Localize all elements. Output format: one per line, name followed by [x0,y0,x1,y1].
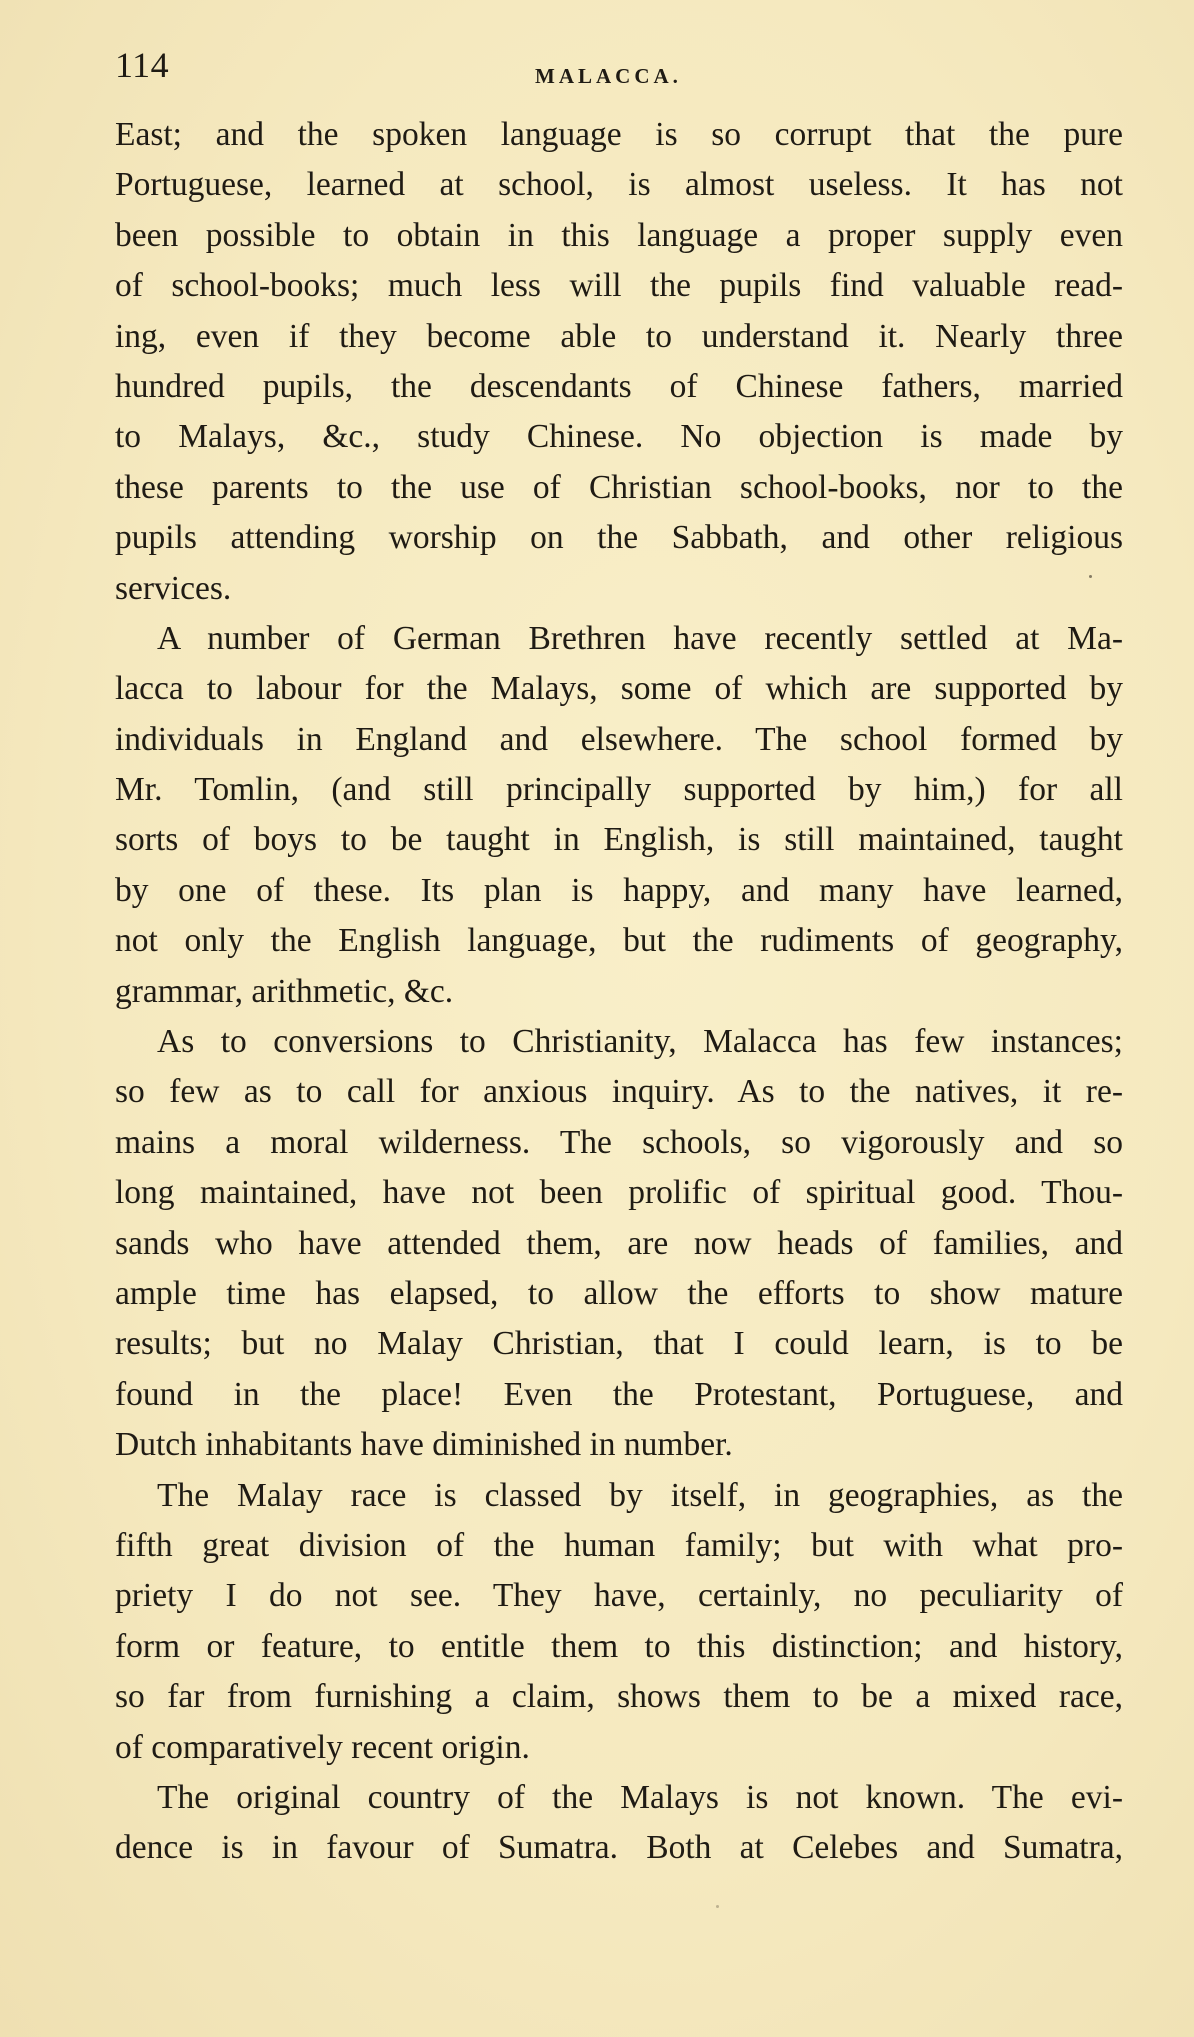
text-line: long maintained, have not been prolific of spiritual good. Thou- [115,1174,1123,1212]
paragraph [115,1017,1123,1471]
text-line: The original country of the Malays is not known. The evi- [157,1778,1123,1816]
text-line: so far from furnishing a claim, shows them to be a mixed race, [115,1678,1123,1716]
text-line: dence is in favour of Sumatra. Both at Celebes and Sumatra, [115,1829,1123,1867]
text-line: Mr. Tomlin, (and still principally supported by him,) for all [115,771,1123,809]
text-line: As to conversions to Christianity, Malacca has few instances; [157,1023,1123,1061]
text-line: of school-books; much less will the pupils find valuable read- [115,267,1123,305]
text-line: of comparatively recent origin. [115,1728,530,1766]
text-line: grammar, arithmetic, &c. [115,972,454,1010]
text-line: these parents to the use of Christian school-books, nor to the [115,468,1123,506]
running-head [115,44,1120,94]
text-line: ing, even if they become able to understand it. Nearly three [115,317,1123,355]
text-line: East; and the spoken language is so corrupt that the pure [115,116,1123,153]
text-line: Dutch inhabitants have diminished in number. [115,1426,733,1464]
text-line: A number of German Brethren have recently settled at Ma- [157,619,1123,657]
text-line: by one of these. Its plan is happy, and many have learned, [115,871,1123,909]
paragraph [115,1773,1123,1874]
text-line: lacca to labour for the Malays, some of which are supported by [115,670,1123,708]
text-line: mains a moral wilderness. The schools, so vigorously and so [115,1123,1123,1161]
text-line: found in the place! Even the Protestant, Portuguese, and [115,1375,1123,1413]
text-line: been possible to obtain in this language a proper supply even [115,216,1123,254]
paragraph [115,1471,1123,1773]
text-line: sands who have attended them, are now heads of families, and [115,1224,1123,1262]
text-line: priety I do not see. They have, certainly, no peculiarity of [115,1577,1123,1615]
page-number: 114 [115,45,170,85]
text-line: hundred pupils, the descendants of Chinese fathers, married [115,367,1123,405]
paper-speck [716,1905,719,1908]
text-line: to Malays, &c., study Chinese. No objection is made by [115,418,1123,456]
text-line: pupils attending worship on the Sabbath, and other religious [115,519,1123,557]
paper-speck [1089,575,1092,578]
text-line: sorts of boys to be taught in English, is still maintained, taught [115,821,1123,859]
running-title: MALACCA. [535,64,682,88]
paragraph [115,110,1123,614]
body-text [115,110,1123,1874]
text-line: not only the English language, but the rudiments of geography, [115,922,1123,960]
text-line: ample time has elapsed, to allow the efforts to show mature [115,1274,1123,1312]
text-line: The Malay race is classed by itself, in geographies, as the [157,1476,1123,1514]
text-line: results; but no Malay Christian, that I could learn, is to be [115,1325,1123,1363]
text-line: fifth great division of the human family; but with what pro- [115,1526,1123,1564]
text-line: individuals in England and elsewhere. The school formed by [115,720,1123,758]
text-line: services. [115,569,232,607]
text-line: so few as to call for anxious inquiry. As to the natives, it re- [115,1073,1123,1111]
text-line: form or feature, to entitle them to this distinction; and history, [115,1627,1123,1665]
paragraph [115,614,1123,1017]
text-line: Portuguese, learned at school, is almost useless. It has not [115,166,1123,204]
